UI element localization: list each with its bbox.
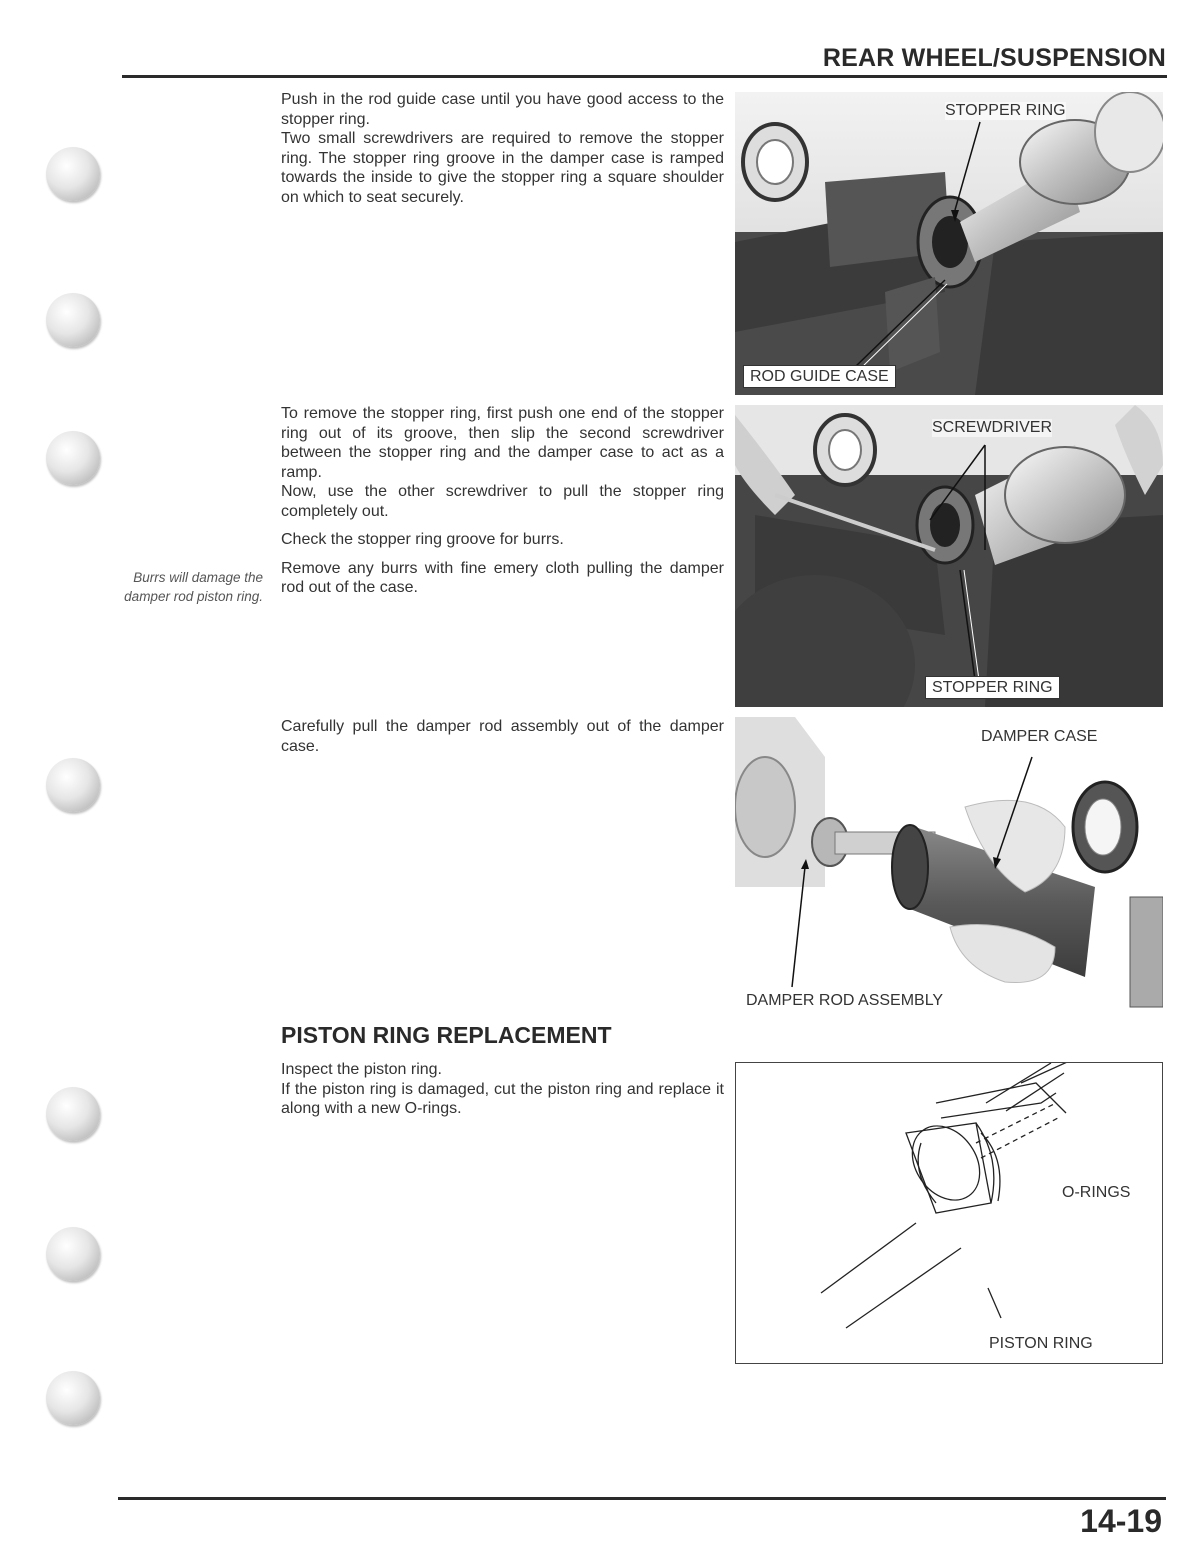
- photo-illustration: [735, 717, 1163, 1020]
- header-rule: [122, 75, 1167, 78]
- label-screwdriver: SCREWDRIVER: [932, 419, 1053, 436]
- step-remove-stopper: [281, 404, 724, 598]
- paragraph: Push in the rod guide case until you have good access to the stopper ring.: [281, 91, 724, 128]
- binder-hole: [46, 1371, 100, 1425]
- label-damper-rod-assembly: DAMPER ROD ASSEMBLY: [746, 992, 944, 1009]
- photo-illustration: [735, 405, 1163, 707]
- line-drawing: [736, 1063, 1163, 1364]
- label-rod-guide-case: ROD GUIDE CASE: [743, 365, 896, 388]
- footer-rule: [118, 1497, 1166, 1500]
- section-heading: PISTON RING REPLACEMENT: [281, 1022, 612, 1048]
- piston-ring-instructions: [281, 1060, 724, 1119]
- binder-hole: [46, 431, 100, 485]
- paragraph: If the piston ring is damaged, cut the piston ring and replace it along with a new O-rings.: [281, 1080, 724, 1117]
- photo-illustration: [735, 92, 1163, 395]
- step-stopper-access: [281, 90, 724, 207]
- figure-screwdriver-photo: [735, 405, 1163, 707]
- label-damper-case: DAMPER CASE: [981, 728, 1098, 745]
- paragraph: Now, use the other screwdriver to pull the stopper ring completely out.: [281, 483, 724, 520]
- label-stopper-ring: STOPPER RING: [925, 676, 1060, 699]
- binder-hole: [46, 1227, 100, 1281]
- binder-hole: [46, 147, 100, 201]
- paragraph: Carefully pull the damper rod assembly out of the damper case.: [281, 718, 724, 755]
- chapter-title: REAR WHEEL/SUSPENSION: [822, 44, 1166, 72]
- binder-hole: [46, 1087, 100, 1141]
- step-pull-damper-rod: [281, 717, 724, 756]
- figure-stopper-ring-photo: [735, 92, 1163, 395]
- caution-note: Burrs will damage the damper rod piston ring.: [124, 570, 263, 604]
- paragraph: To remove the stopper ring, first push one end of the stopper ring out of its groove, then slip the second screwdriver between the stopper ring and the damper case to act as a ramp.: [281, 405, 724, 481]
- label-stopper-ring: STOPPER RING: [945, 102, 1066, 119]
- figure-damper-rod-photo: [735, 717, 1163, 1020]
- paragraph: Two small screwdrivers are required to remove the stopper ring. The stopper ring groove in the damper case is ramped towards the inside to give the stopper ring a square shoulder on which to seat securely.: [281, 130, 724, 206]
- label-piston-ring: PISTON RING: [989, 1335, 1093, 1352]
- figure-piston-ring-diagram: [735, 1062, 1163, 1364]
- paragraph: Check the stopper ring groove for burrs.: [281, 531, 564, 548]
- binder-hole: [46, 293, 100, 347]
- paragraph: Inspect the piston ring.: [281, 1061, 442, 1078]
- page-number: 14-19: [1080, 1503, 1162, 1539]
- paragraph: Remove any burrs with fine emery cloth pulling the damper rod out of the case.: [281, 559, 724, 596]
- binder-hole: [46, 758, 100, 812]
- label-o-rings: O-RINGS: [1062, 1184, 1131, 1201]
